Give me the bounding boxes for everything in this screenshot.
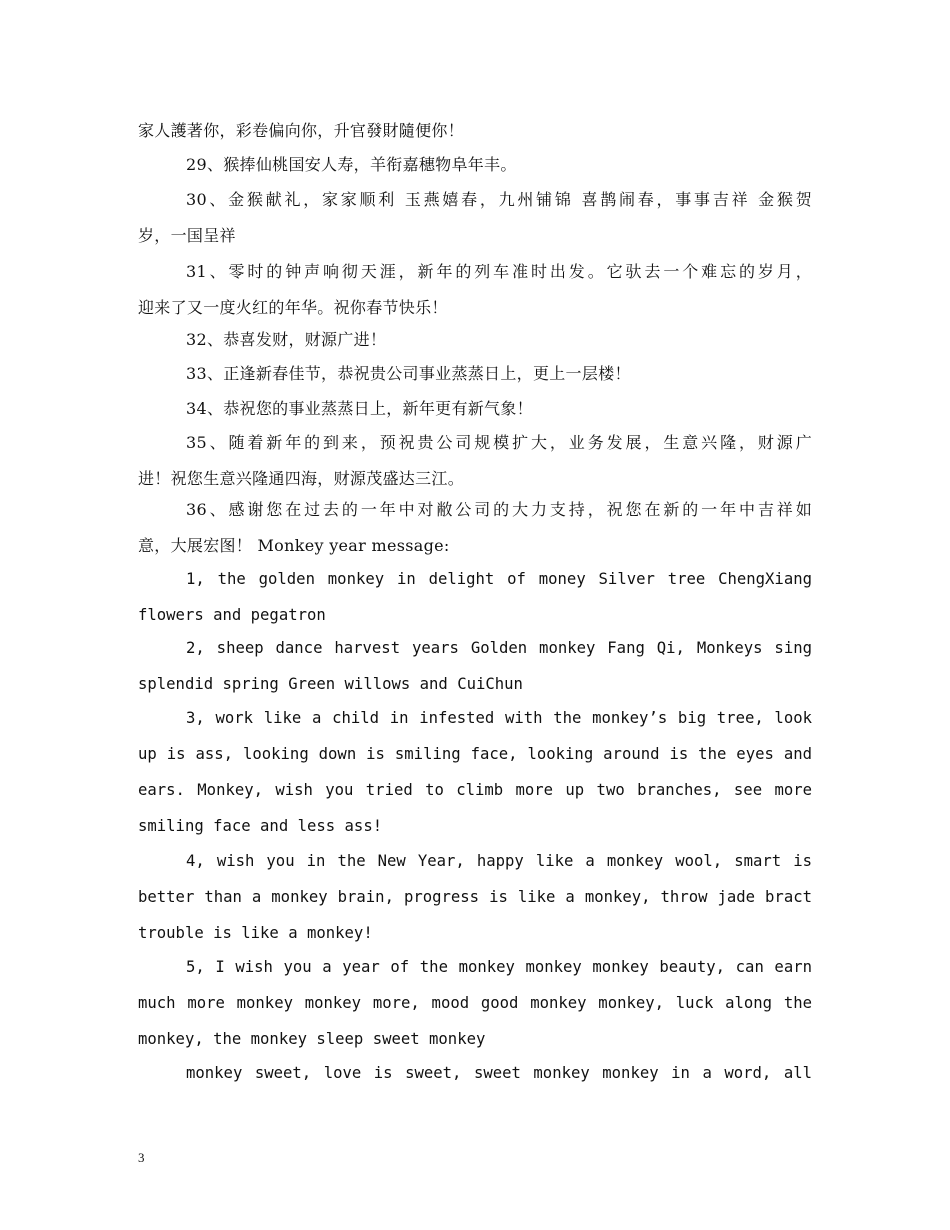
text-line: 35、随着新年的到来，预祝贵公司规模扩大，业务发展，生意兴隆，财源广 [186,433,812,452]
paragraph-32 [138,322,812,358]
message-5-continued [138,1055,812,1091]
text-line: 30、金猴献礼，家家顺利 玉燕嬉春，九州铺锦 喜鹊闹春，事事吉祥 金猴贺 [186,190,812,209]
text-line: 5, I wish you a year of the monkey monkey monkey beauty, can earn [186,958,812,976]
text-line: splendid spring Green willows and CuiChun [138,675,523,693]
text-line: better than a monkey brain, progress is like a monkey, throw jade bract [138,888,812,906]
text-line: 意，大展宏图！ Monkey year message: [138,536,450,555]
text-line: up is ass, looking down is smiling face, looking around is the eyes and [138,745,812,763]
text-line: 32、恭喜发财，财源广进！ [186,330,387,349]
text-line: smiling face and less ass! [138,817,383,835]
message-2 [138,630,812,702]
paragraph-29 [138,147,812,183]
paragraph-continuation [138,113,812,149]
text-line: 2, sheep dance harvest years Golden monkey Fang Qi, Monkeys sing [186,639,812,657]
text-line: flowers and pegatron [138,606,326,624]
message-4 [138,843,812,951]
text-line: 4, wish you in the New Year, happy like a monkey wool, smart is [186,852,812,870]
text-line: 29、猴捧仙桃国安人寿，羊衔嘉穗物阜年丰。 [186,155,517,174]
text-line: ears. Monkey, wish you tried to climb more up two branches, see more [138,781,812,799]
text-line: 36、感谢您在过去的一年中对敝公司的大力支持，祝您在新的一年中吉祥如 [186,500,812,519]
page-number: 3 [138,1150,145,1165]
message-1 [138,561,812,633]
text-line: monkey, the monkey sleep sweet monkey [138,1030,486,1048]
text-line: 33、正逢新春佳节，恭祝贵公司事业蒸蒸日上，更上一层楼！ [186,364,631,383]
text-line: 34、恭祝您的事业蒸蒸日上，新年更有新气象！ [186,399,533,418]
text-line: 迎来了又一度火红的年华。祝你春节快乐！ [138,298,448,317]
paragraph-36 [138,492,812,564]
paragraph-31 [138,254,812,326]
text-line: trouble is like a monkey! [138,924,373,942]
text-line: 3, work like a child in infested with the monkey’s big tree, look [186,709,812,727]
text-line: 家人護著你，彩卷偏向你，升官發財隨便你！ [138,121,465,140]
text-line: much more monkey monkey more, mood good monkey monkey, luck along the [138,994,812,1012]
message-3 [138,700,812,844]
message-5 [138,949,812,1057]
text-line: 1, the golden monkey in delight of money Silver tree ChengXiang [186,570,812,588]
paragraph-33 [138,356,812,392]
paragraph-35 [138,425,812,497]
text-line: 岁，一国呈祥 [138,226,236,245]
text-line: 31、零时的钟声响彻天涯，新年的列车准时出发。它驮去一个难忘的岁月， [186,262,812,281]
text-line: 进！祝您生意兴隆通四海，财源茂盛达三江。 [138,469,465,488]
paragraph-34 [138,391,812,427]
paragraph-30 [138,182,812,254]
text-line: monkey sweet, love is sweet, sweet monkey monkey in a word, all [186,1064,812,1082]
